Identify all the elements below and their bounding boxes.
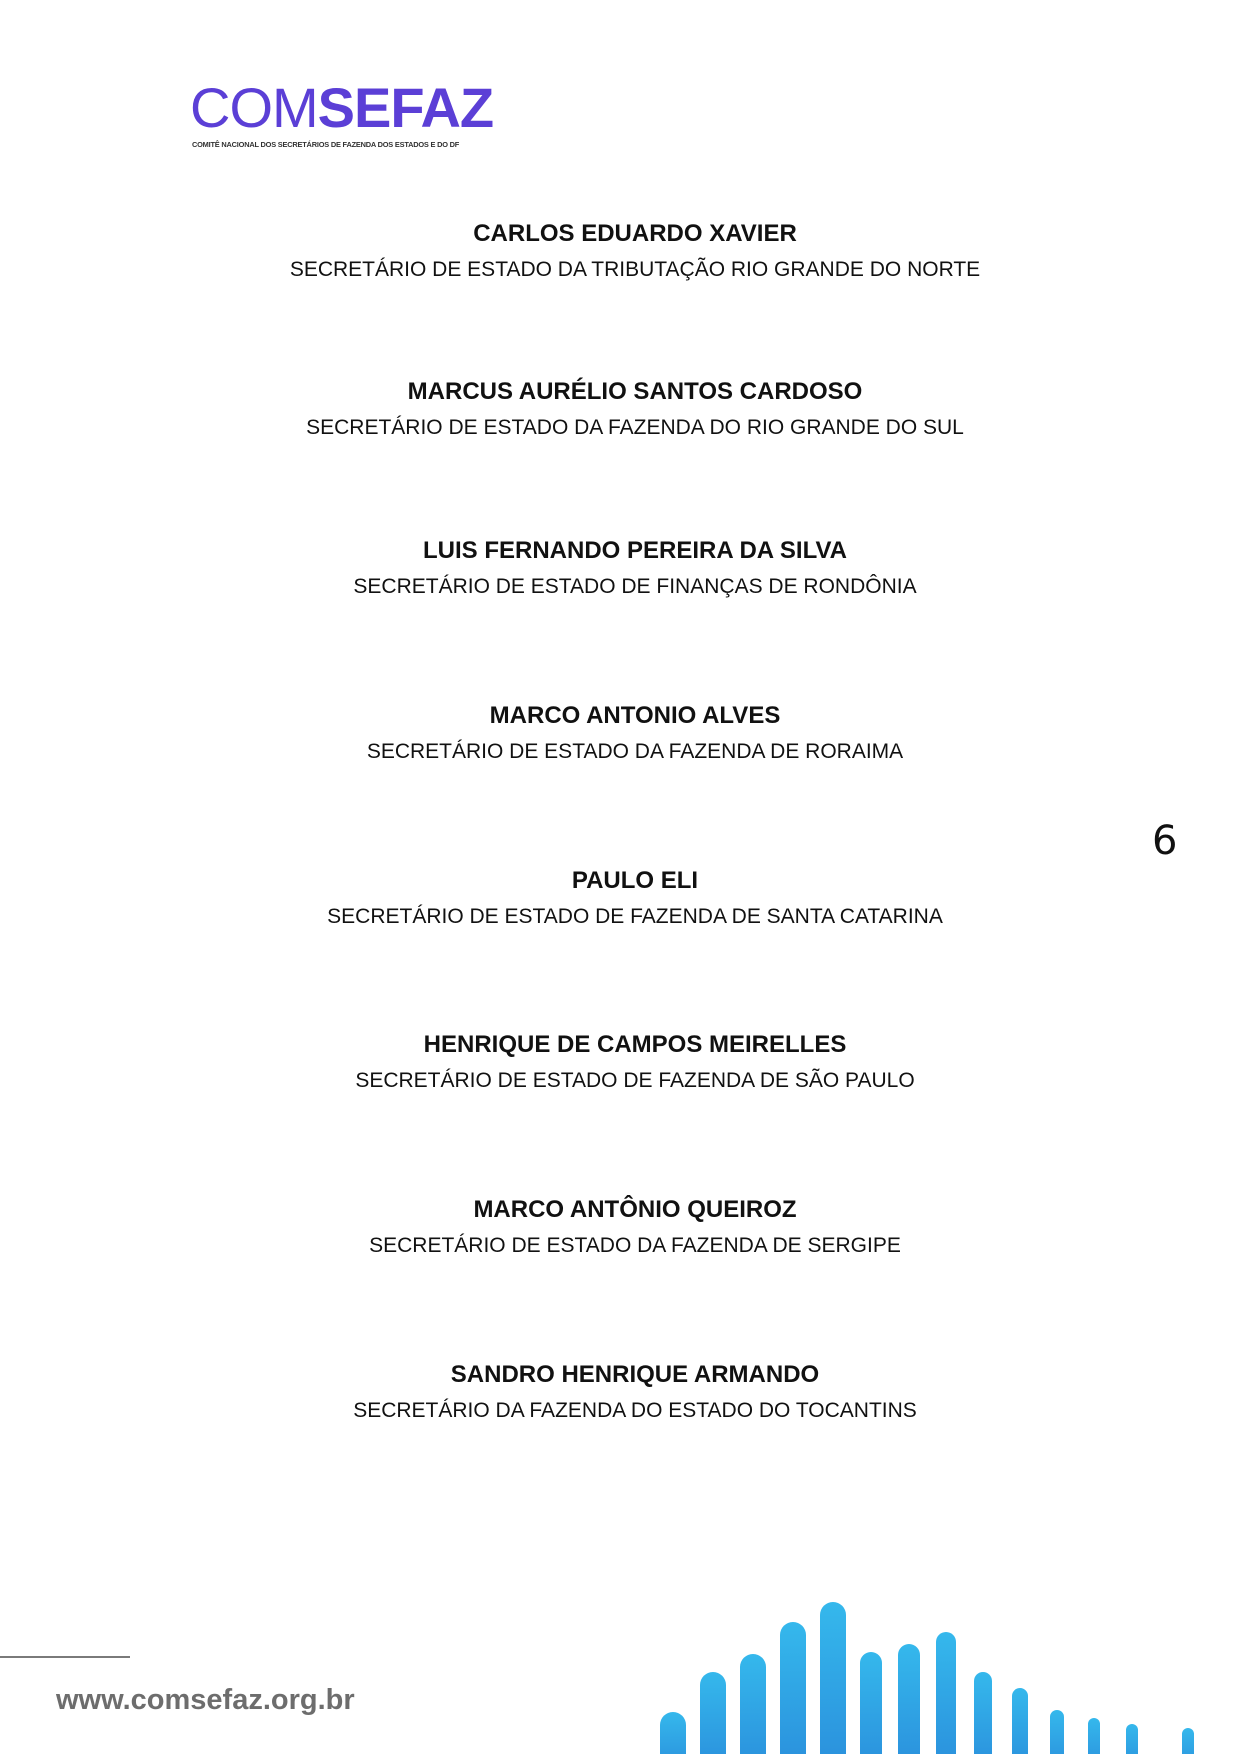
secretary-entry <box>0 866 1240 930</box>
waveform-bars-icon <box>66 54 186 179</box>
secretary-entry <box>0 536 1240 600</box>
brand-light: COM <box>190 76 318 139</box>
secretary-role: SECRETÁRIO DE ESTADO DA TRIBUTAÇÃO RIO GRANDE DO NORTE <box>289 258 981 281</box>
secretary-name: MARCUS AURÉLIO SANTOS CARDOSO <box>407 378 863 405</box>
secretary-role: SECRETÁRIO DA FAZENDA DO ESTADO DO TOCANTINS <box>353 1399 917 1422</box>
secretary-entry <box>0 1360 1240 1424</box>
footer-divider <box>0 1656 130 1658</box>
secretary-name: MARCO ANTÔNIO QUEIROZ <box>473 1196 797 1223</box>
secretary-entry <box>0 377 1240 441</box>
secretary-role: SECRETÁRIO DE ESTADO DA FAZENDA DE SERGIPE <box>369 1234 901 1257</box>
brand-tagline: COMITÊ NACIONAL DOS SECRETÁRIOS DE FAZENDA DOS ESTADOS E DO DF <box>192 140 460 149</box>
secretary-role: SECRETÁRIO DE ESTADO DA FAZENDA DO RIO GRANDE DO SUL <box>306 416 964 439</box>
secretary-name: PAULO ELI <box>571 867 699 894</box>
secretary-name: CARLOS EDUARDO XAVIER <box>473 220 797 247</box>
secretary-role: SECRETÁRIO DE ESTADO DE FINANÇAS DE RONDÔNIA <box>353 575 917 598</box>
secretary-entry <box>0 219 1240 283</box>
comsefaz-logo <box>66 54 494 184</box>
brand-bold: SEFAZ <box>317 76 494 139</box>
secretary-role: SECRETÁRIO DE ESTADO DE FAZENDA DE SÃO PAULO <box>355 1069 915 1092</box>
secretary-name: MARCO ANTONIO ALVES <box>489 702 781 729</box>
secretary-role: SECRETÁRIO DE ESTADO DE FAZENDA DE SANTA CATARINA <box>327 905 943 928</box>
page-number: 6 <box>1152 818 1178 864</box>
secretary-name: HENRIQUE DE CAMPOS MEIRELLES <box>423 1031 847 1058</box>
secretary-entry <box>0 701 1240 765</box>
brand-wordmark <box>190 76 494 139</box>
footer-bars-icon <box>650 1560 1210 1754</box>
secretary-entry <box>0 1030 1240 1094</box>
secretary-entry <box>0 1195 1240 1259</box>
secretary-role: SECRETÁRIO DE ESTADO DA FAZENDA DE RORAIMA <box>366 740 904 763</box>
secretary-name: SANDRO HENRIQUE ARMANDO <box>450 1361 820 1388</box>
footer-website-link[interactable]: www.comsefaz.org.br <box>56 1684 355 1716</box>
secretary-name: LUIS FERNANDO PEREIRA DA SILVA <box>422 537 848 564</box>
